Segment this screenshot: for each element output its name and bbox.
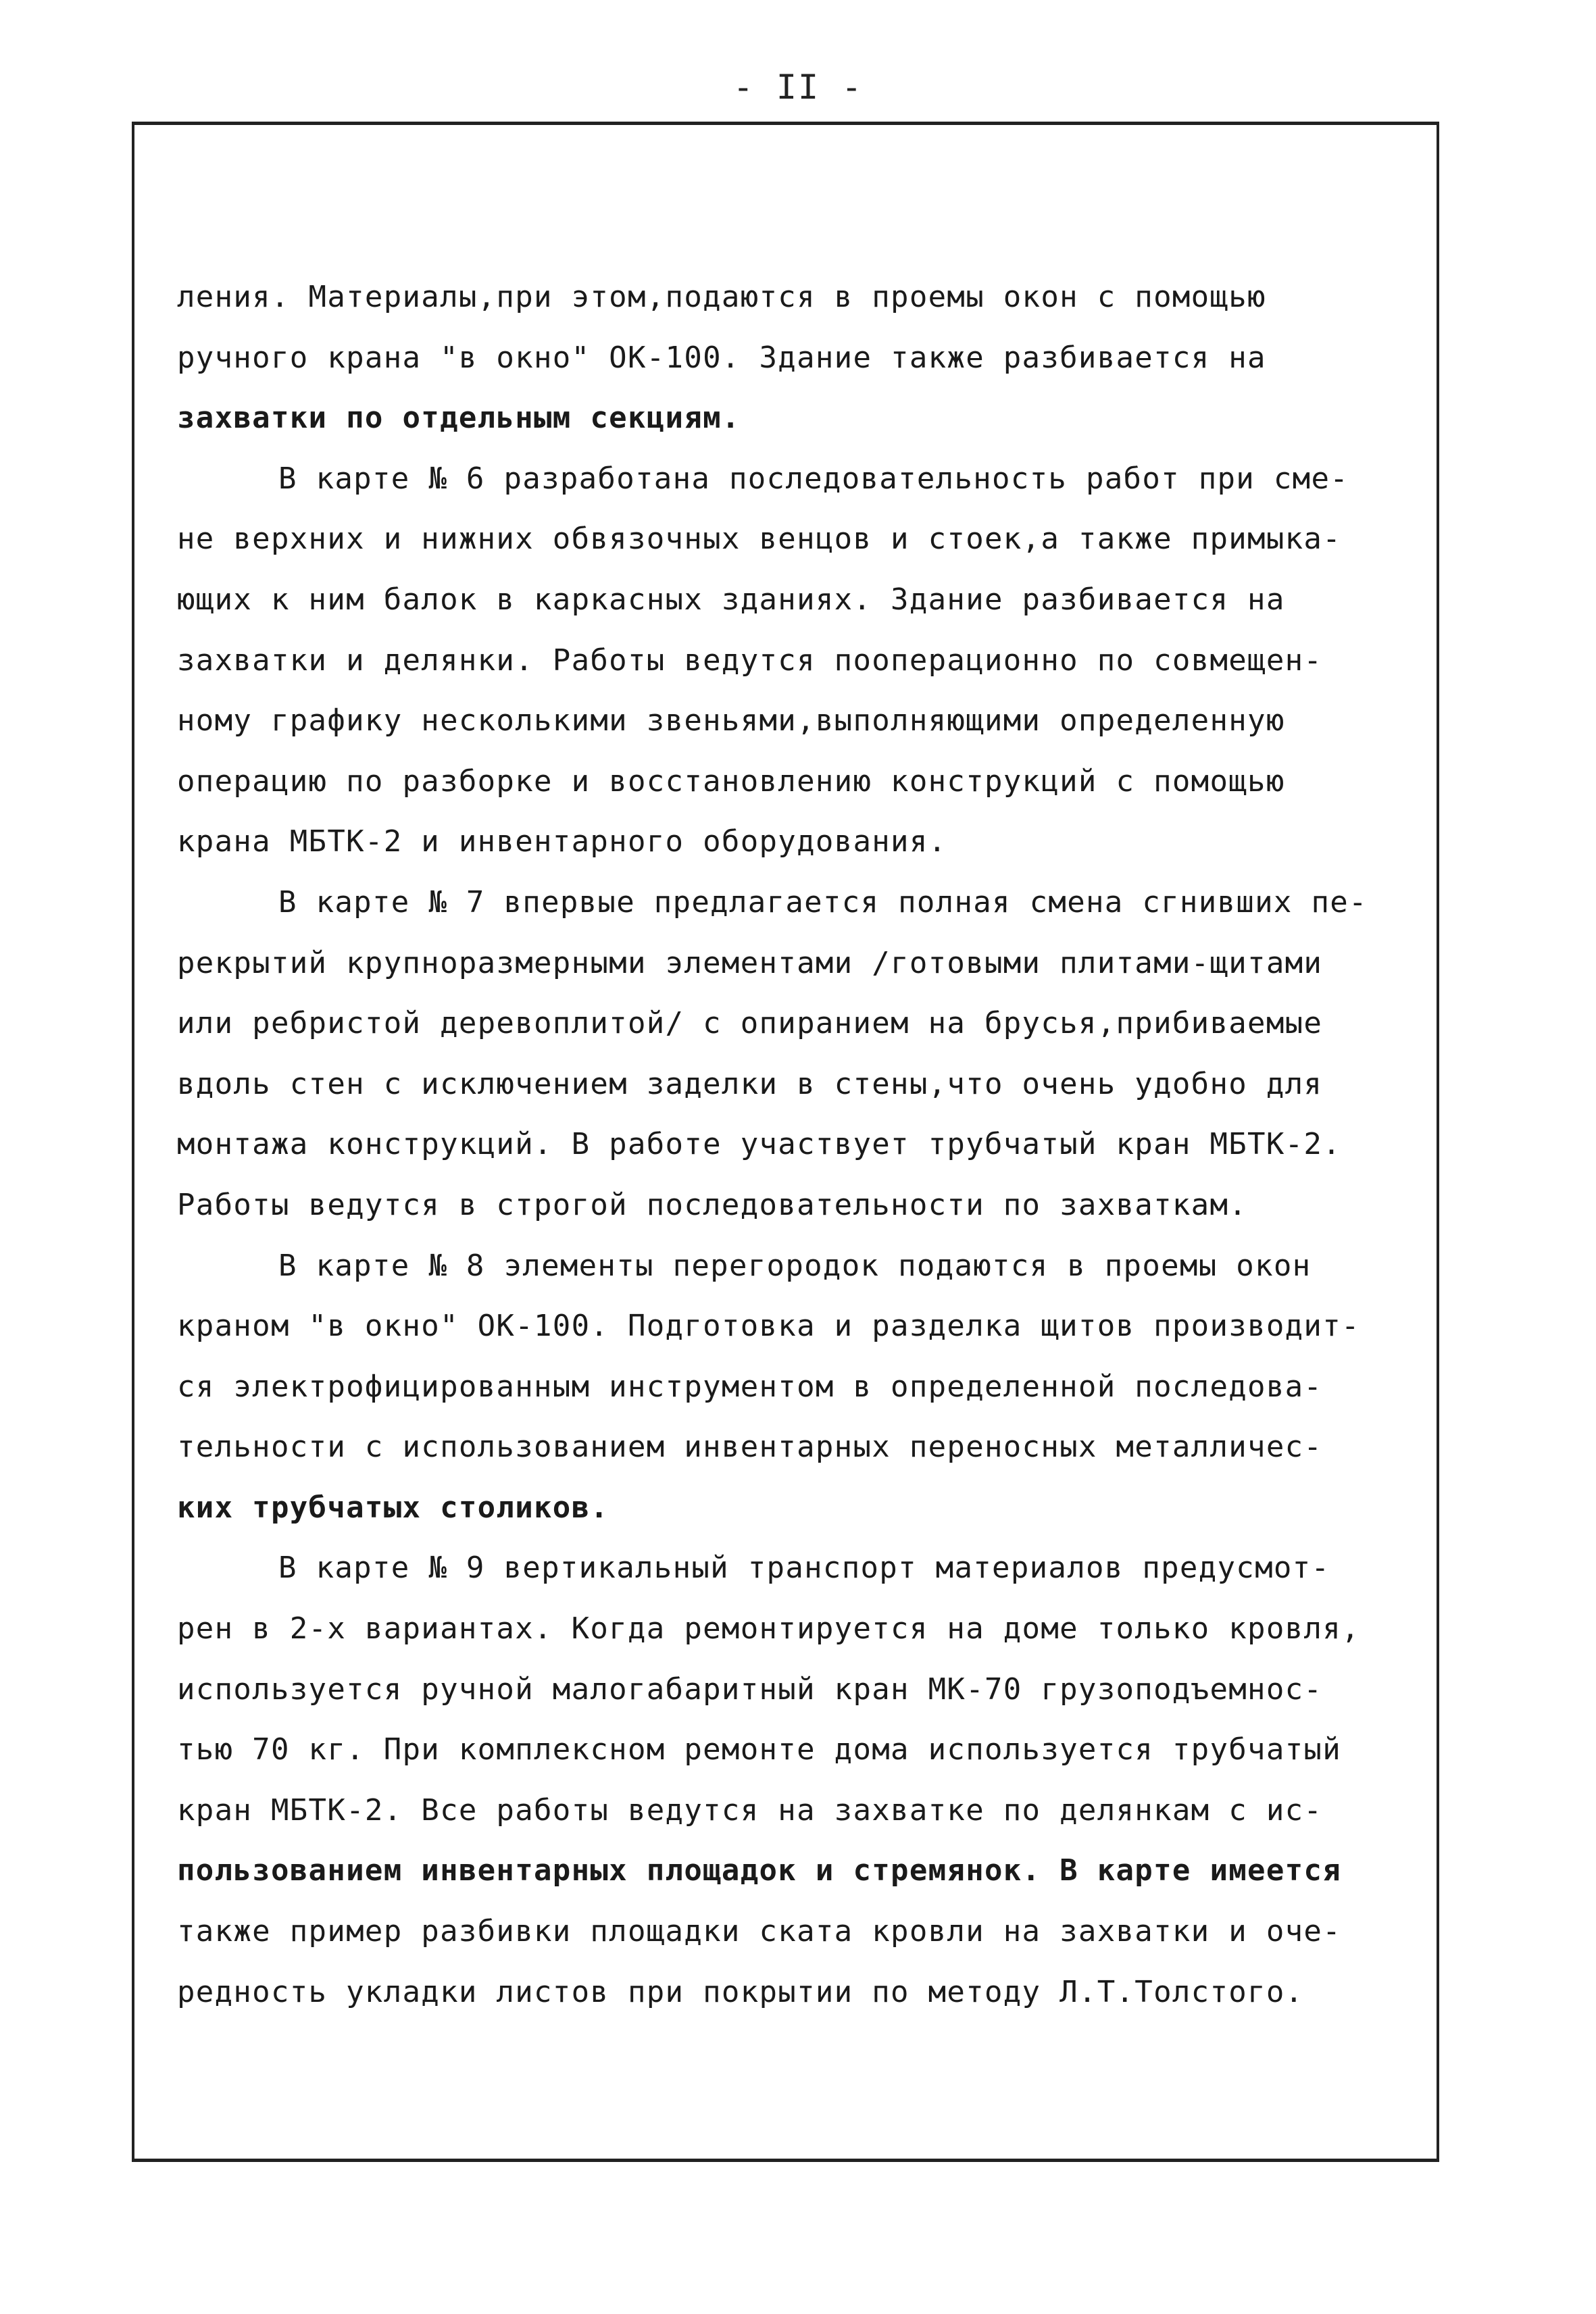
text-line: вдоль стен с исключением заделки в стены,что очень удобно для xyxy=(177,1066,1323,1101)
text-line: Работы ведутся в строгой последовательности по захваткам. xyxy=(177,1187,1248,1222)
text-line: используется ручной малогабаритный кран МК-70 грузоподъемнос- xyxy=(177,1671,1323,1707)
text-line: также пример разбивки площадки ската кровли на захватки и оче- xyxy=(177,1914,1341,1949)
text-line: ких трубчатых столиков. xyxy=(177,1490,609,1525)
text-line: ручного крана "в окно" ОК-100. Здание также разбивается на xyxy=(177,340,1266,375)
text-line: ющих к ним балок в каркасных зданиях. Здание разбивается на xyxy=(177,582,1285,617)
text-line: краном "в окно" ОК-100. Подготовка и разделка щитов производит- xyxy=(177,1309,1360,1344)
text-line: захватки по отдельным секциям. xyxy=(177,401,741,436)
text-line: рен в 2-х вариантах. Когда ремонтируется на доме только кровля, xyxy=(177,1611,1360,1646)
text-line: В карте № 6 разработана последовательность работ при сме- xyxy=(278,461,1349,496)
text-line: ся электрофицированным инструментом в определенной последова- xyxy=(177,1369,1323,1404)
text-line: В карте № 9 вертикальный транспорт материалов предусмот- xyxy=(278,1551,1330,1586)
text-line: или ребристой деревоплитой/ с опиранием на брусья,прибиваемые xyxy=(177,1006,1323,1041)
text-line: не верхних и нижних обвязочных венцов и стоек,а также примыка- xyxy=(177,522,1341,557)
text-line: кран МБТК-2. Все работы ведутся на захватке по делянкам с ис- xyxy=(177,1792,1323,1828)
text-line: В карте № 8 элементы перегородок подаются в проемы окон xyxy=(278,1248,1312,1283)
text-line: тью 70 кг. При комплексном ремонте дома используется трубчатый xyxy=(177,1732,1341,1767)
text-line: ному графику несколькими звеньями,выполняющими определенную xyxy=(177,703,1285,738)
text-line: операцию по разборке и восстановлению конструкций с помощью xyxy=(177,763,1285,799)
text-line: ления. Материалы,при этом,подаются в проемы окон с помощью xyxy=(177,280,1266,314)
text-line: тельности с использованием инвентарных переносных металличес- xyxy=(177,1430,1323,1465)
text-line: В карте № 7 впервые предлагается полная смена сгнивших пе- xyxy=(278,884,1368,920)
text-line: редность укладки листов при покрытии по методу Л.Т.Толстого. xyxy=(177,1974,1304,2009)
text-line: крана МБТК-2 и инвентарного оборудования. xyxy=(177,824,947,859)
text-line: пользованием инвентарных площадок и стремянок. В карте имеется xyxy=(177,1853,1341,1888)
page-number: - II - xyxy=(732,68,864,107)
text-line: монтажа конструкций. В работе участвует трубчатый кран МБТК-2. xyxy=(177,1127,1341,1162)
body-text xyxy=(177,267,1461,2022)
text-line: рекрытий крупноразмерными элементами /готовыми плитами-щитами xyxy=(177,945,1323,980)
text-line: захватки и делянки. Работы ведутся поoперационно по совмещен- xyxy=(177,643,1323,678)
